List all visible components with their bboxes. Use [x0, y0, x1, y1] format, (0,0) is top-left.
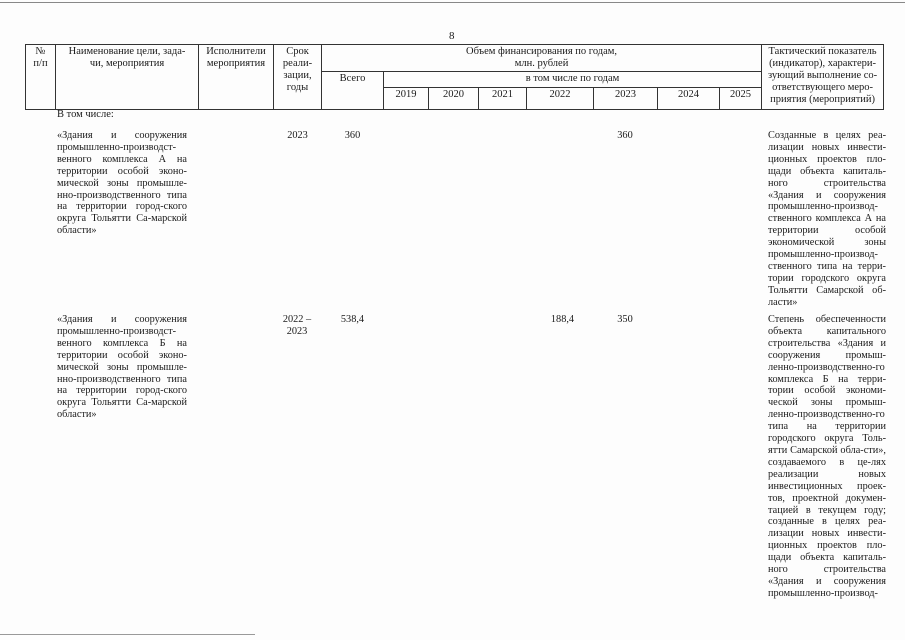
row1-term: 2023: [287, 130, 308, 141]
row1-total: 360: [344, 130, 361, 141]
header-num: № п/п: [26, 45, 56, 110]
table-header: [25, 44, 884, 110]
header-executors: Исполнители мероприятия: [199, 45, 274, 110]
bottom-edge-line: [0, 634, 255, 635]
header-total: Всего: [322, 72, 384, 110]
row2-total: 538,4: [340, 314, 365, 325]
header-year: 2025: [720, 88, 762, 110]
header-funding: Объем финансирования по годам, млн. рублей: [322, 45, 762, 72]
header-year: 2023: [594, 88, 658, 110]
header-year: 2024: [658, 88, 720, 110]
row2-name: «Здания и сооружения промышленно-производст-венного комплекса Б на территории особой эконо-мической зоны промышле-нно-производственного типа на территории город-ского округа Тольятти Са-марской области»: [57, 314, 187, 421]
row2-2022: 188,4: [550, 314, 575, 325]
row2-2023: 350: [617, 314, 633, 325]
top-edge-line: [0, 2, 905, 3]
header-year: 2022: [527, 88, 594, 110]
page-number: 8: [449, 30, 455, 42]
row2-indicator: Степень обеспеченности объекта капитального строительства «Здания и сооружения промыш-ленно-производственно-го комплекса Б на терри-тории особой экономи-ческой зоны промыш-ленно-производственно-го типа на территории городского округа Толь-ятти Самарской обла-сти», создаваемого в це-лях реализации новых инвестиционных проек-тов, проектной докумен-тацией в текущем году; созданные в целях реа-лизации новых инвести-ционных проектов пло-щади объекта капиталь-ного строительства «Здания и сооружения промышленно-производ-: [768, 314, 886, 599]
header-indicator: Тактический показатель (индикатор), характери- зующий выполнение со- ответствующего меро- приятия (мероприятий): [762, 45, 884, 110]
header-name: Наименование цели, зада- чи, мероприятия: [56, 45, 199, 110]
section-label: В том числе:: [57, 109, 114, 120]
header-year: 2021: [479, 88, 527, 110]
header-term: Срок реали- зации, годы: [274, 45, 322, 110]
row2-term: 2022 – 2023: [282, 314, 312, 337]
header-year: 2020: [429, 88, 479, 110]
row1-indicator: Созданные в целях реа-лизации новых инвести-ционных проектов пло-щади объекта капиталь-ного строительства «Здания и сооружения промышленно-производ-ственного комплекса А на территории особой экономической зоны промышленно-производ-ственного типа на терри-тории городского округа Тольятти Самарской об-ласти»: [768, 130, 886, 308]
row1-2023: 360: [617, 130, 633, 141]
header-including-years: в том числе по годам: [384, 72, 762, 88]
row1-name: «Здания и сооружения промышленно-производст-венного комплекса А на территории особой эконо-мической зоны промышле-нно-производственного типа на территории город-ского округа Тольятти Са-марской области»: [57, 130, 187, 237]
header-year: 2019: [384, 88, 429, 110]
